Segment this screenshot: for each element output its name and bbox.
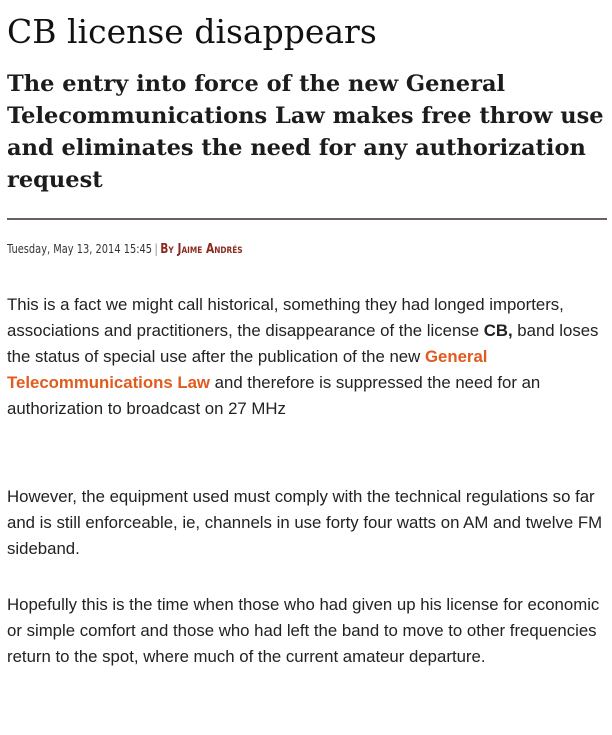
subheadline: The entry into force of the new General Telecommunications Law makes free throw use and eliminates the need for any authorization request (7, 71, 604, 193)
author-link[interactable]: By Jaime Andrés (160, 242, 243, 257)
publish-date: Tuesday, May 13, 2014 15:45 (7, 242, 153, 256)
divider (7, 218, 607, 220)
body-paragraph: However, the equipment used must comply with the technical regulations so far and is still enforceable, ie, channels in use forty four watts on AM and twelve FM sideband. (7, 487, 603, 558)
paragraph-text: and therefore is suppressed the need for an authorization to broadcast on 27 MHz (7, 373, 541, 418)
bold-term: CB, (483, 321, 513, 340)
law-link[interactable]: General Telecommunications Law (7, 347, 488, 392)
byline (7, 240, 243, 259)
paragraph-text: band loses the status of special use after the publication of the new (7, 321, 599, 366)
paragraph-text: This is a fact we might call historical, something they had longed importers, associations and practitioners, the disappearance of the license (7, 295, 564, 340)
body-paragraph (7, 292, 611, 422)
headline: CB license disappears (7, 12, 377, 51)
body-paragraph: Hopefully this is the time when those who had given up his license for economic or simple comfort and those who had left the band to move to other frequencies return to the spot, where much of the current amateur departure. (7, 595, 600, 666)
byline-separator: | (154, 242, 158, 256)
